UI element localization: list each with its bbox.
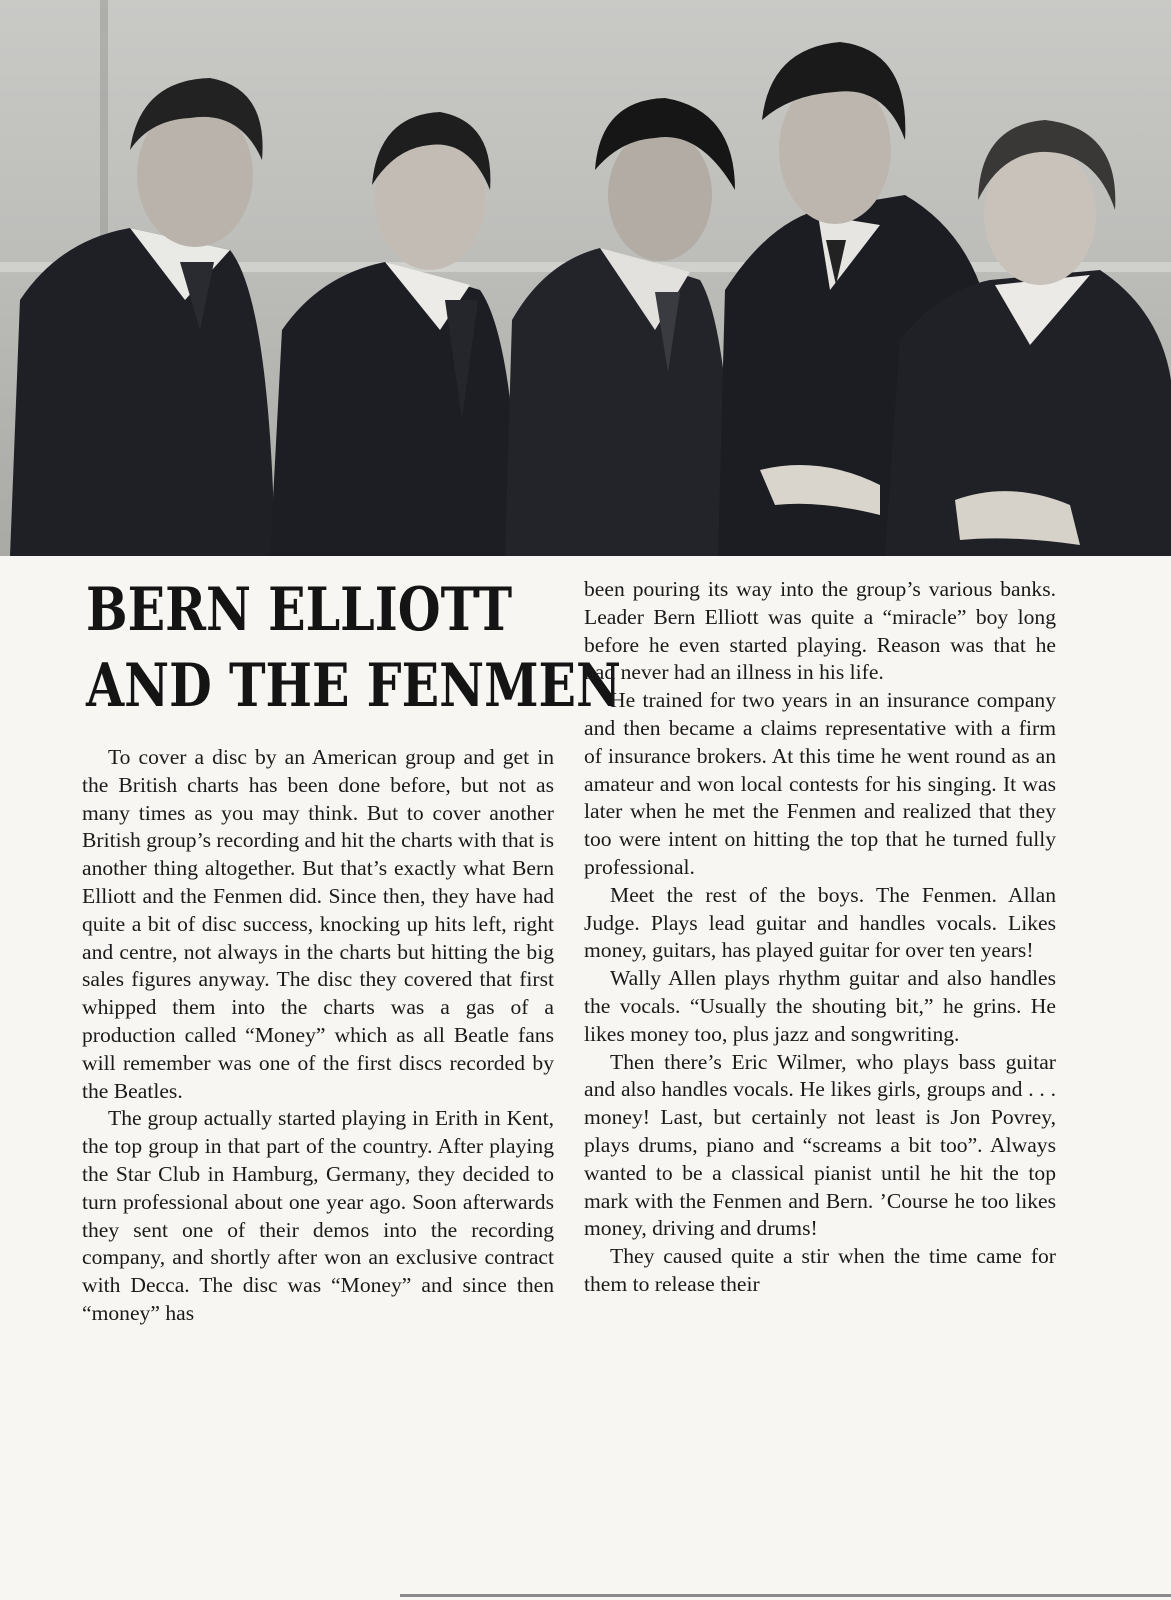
person-1 — [10, 78, 275, 556]
article-title — [86, 572, 622, 724]
paragraph: Then there’s Eric Wilmer, who plays bass guitar and also handles vocals. He likes girls, groups and . . . money! Last, but certainly not least is Jon Povrey, plays drums, piano and “screams a bit too”. Always wanted to be a classical pianist until he hit the top mark with the Fenmen and Bern. ’Course he too likes money, driving and drums! — [584, 1049, 1056, 1241]
group-photo-illustration — [0, 0, 1171, 556]
group-photo — [0, 0, 1171, 556]
title-line-1: BERN ELLIOTT — [86, 575, 513, 645]
bottom-rule — [400, 1594, 1171, 1597]
paragraph: Wally Allen plays rhythm guitar and also handles the vocals. “Usually the shouting bit,” he grins. He likes money too, plus jazz and songwriting. — [584, 966, 1056, 1046]
paragraph: The group actually started playing in Erith in Kent, the top group in that part of the country. After playing the Star Club in Hamburg, Germany, they decided to turn professional about one year ago. Soon afterwards they sent one of their demos into the recording company, and shortly after won an exclusive contract with Decca. The disc was “Money” and since then “money” has — [82, 1106, 554, 1325]
paragraph: They caused quite a stir when the time came for them to release their — [584, 1244, 1056, 1296]
person-5 — [885, 120, 1171, 556]
paragraph: Meet the rest of the boys. The Fenmen. Allan Judge. Plays lead guitar and handles vocals. Likes money, guitars, has played guitar for over ten years! — [584, 882, 1056, 963]
left-column — [82, 744, 554, 1328]
right-column — [584, 576, 1056, 1299]
title-line-2: AND THE FENMEN — [86, 651, 622, 721]
paragraph: To cover a disc by an American group and get in the British charts has been done before, but not as many times as you may think. But to cover another British group’s recording and hit the charts with that is another thing altogether. But that’s exactly what Bern Elliott and the Fenmen did. Since then, they have had quite a bit of disc success, knocking up hits left, right and centre, not always in the charts but hitting the big sales figures anyway. The disc they covered that first whipped them into the charts was a gas of a production called “Money” which as all Beatle fans will remember was one of the first discs recorded by the Beatles. — [82, 745, 554, 1103]
person-3 — [505, 98, 735, 556]
paragraph: He trained for two years in an insurance company and then became a claims representative with a firm of insurance brokers. At this time he went round as an amateur and won local contests for his singing. It was later when he met the Fenmen and realized that they too were intent on hitting the top that he turned fully professional. — [584, 688, 1056, 879]
person-2 — [270, 112, 520, 556]
paragraph-continuation: been pouring its way into the group’s various banks. Leader Bern Elliott was quite a “miracle” boy long before he even started playing. Reason was that he had never had an illness in his life. — [584, 577, 1056, 685]
